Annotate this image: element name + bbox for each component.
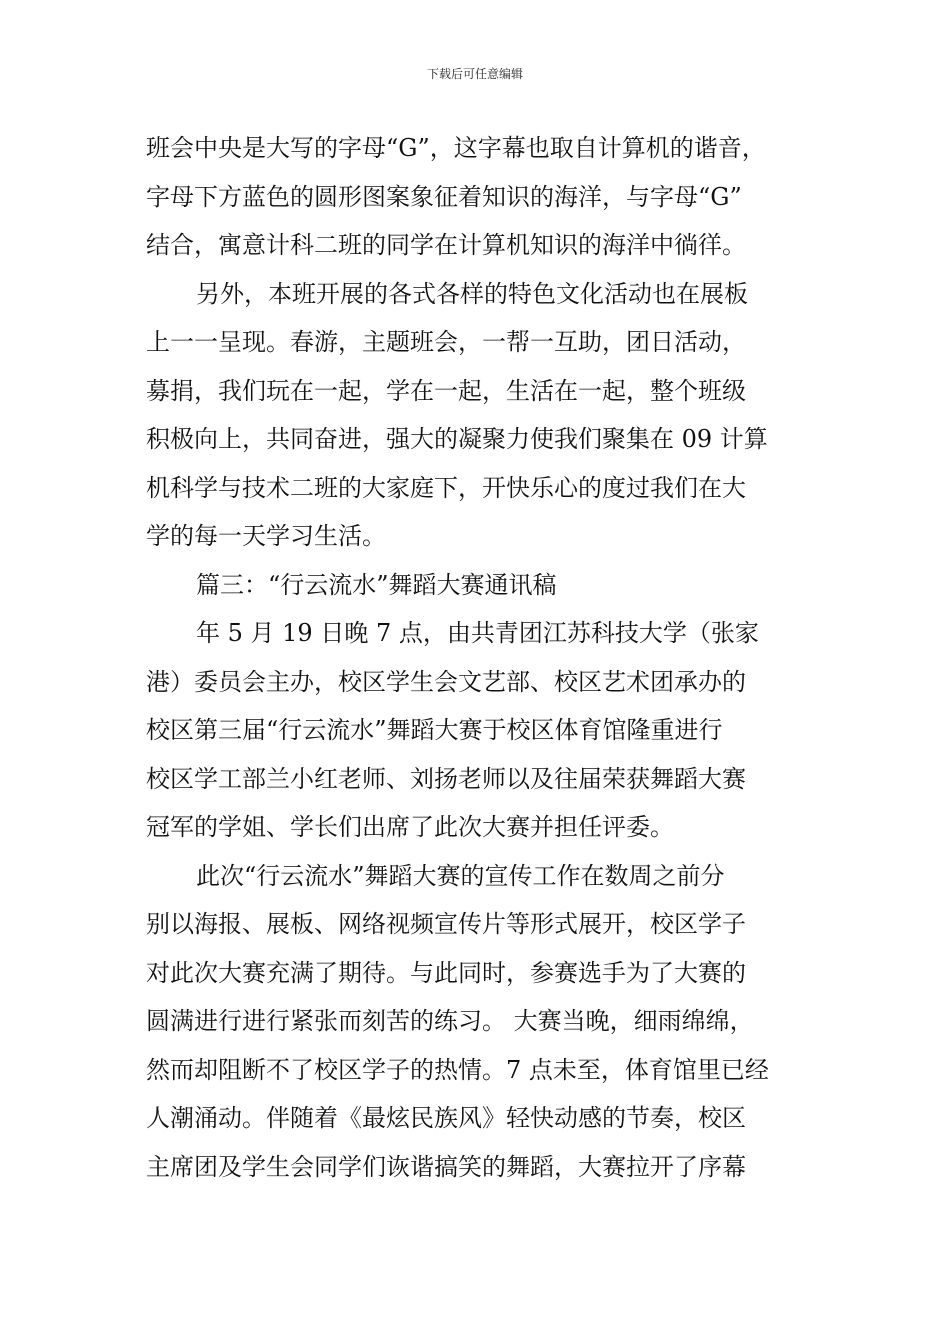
- text-line: 校区第三届“行云流水”舞蹈大赛于校区体育馆隆重进行: [146, 716, 723, 744]
- text-line: 对此次大赛充满了期待。与此同时，参赛选手为了大赛的: [146, 958, 746, 987]
- text-line: 港）委员会主办，校区学生会文艺部、校区艺术团承办的: [146, 667, 746, 696]
- text-line: 冠军的学姐、学长们出席了此次大赛并担任评委。: [146, 813, 674, 841]
- page-header: 下载后可任意编辑: [426, 67, 523, 81]
- document-body: [146, 124, 826, 1191]
- paragraph-first-line: 此次“行云流水”舞蹈大赛的宣传工作在数周之前分: [196, 861, 725, 890]
- text-line: 人潮涌动。伴随着《最炫民族风》轻快动感的节奏，校区: [146, 1104, 746, 1132]
- text-line: 结合，寓意计科二班的同学在计算机知识的海洋中徜徉。: [146, 231, 746, 259]
- text-line: 圆满进行进行紧张而刻苦的练习。 大赛当晚，细雨绵绵，: [146, 1007, 754, 1035]
- paragraph-first-line: 年 5 月 19 日晚 7 点，由共青团江苏科技大学（张家: [196, 619, 759, 647]
- text-line: 募捐，我们玩在一起，学在一起，生活在一起，整个班级: [146, 376, 746, 405]
- text-line: 然而却阻断不了校区学子的热情。7 点未至，体育馆里已经: [146, 1055, 769, 1084]
- text-line: 字母下方蓝色的圆形图案象征着知识的海洋，与字母“G”: [146, 182, 742, 211]
- text-line: 班会中央是大写的字母“G”，这字幕也取自计算机的谐音，: [146, 134, 766, 162]
- paragraph-first-line: 另外，本班开展的各式各样的特色文化活动也在展板: [196, 279, 748, 308]
- section-heading: 篇三：“行云流水”舞蹈大赛通讯稿: [196, 570, 557, 599]
- text-line: 积极向上，共同奋进，强大的凝聚力使我们聚集在 09 计算: [146, 425, 768, 453]
- text-line: 上一一呈现。春游，主题班会，一帮一互助，团日活动，: [146, 328, 746, 356]
- text-line: 别以海报、展板、网络视频宣传片等形式展开，校区学子: [146, 910, 746, 938]
- text-line: 主席团及学生会同学们诙谐搞笑的舞蹈，大赛拉开了序幕: [146, 1152, 746, 1181]
- text-line: 校区学工部兰小红老师、刘扬老师以及往届荣获舞蹈大赛: [146, 764, 746, 793]
- text-line: 学的每一天学习生活。: [146, 522, 386, 550]
- text-line: 机科学与技术二班的大家庭下，开快乐心的度过我们在大: [146, 473, 746, 502]
